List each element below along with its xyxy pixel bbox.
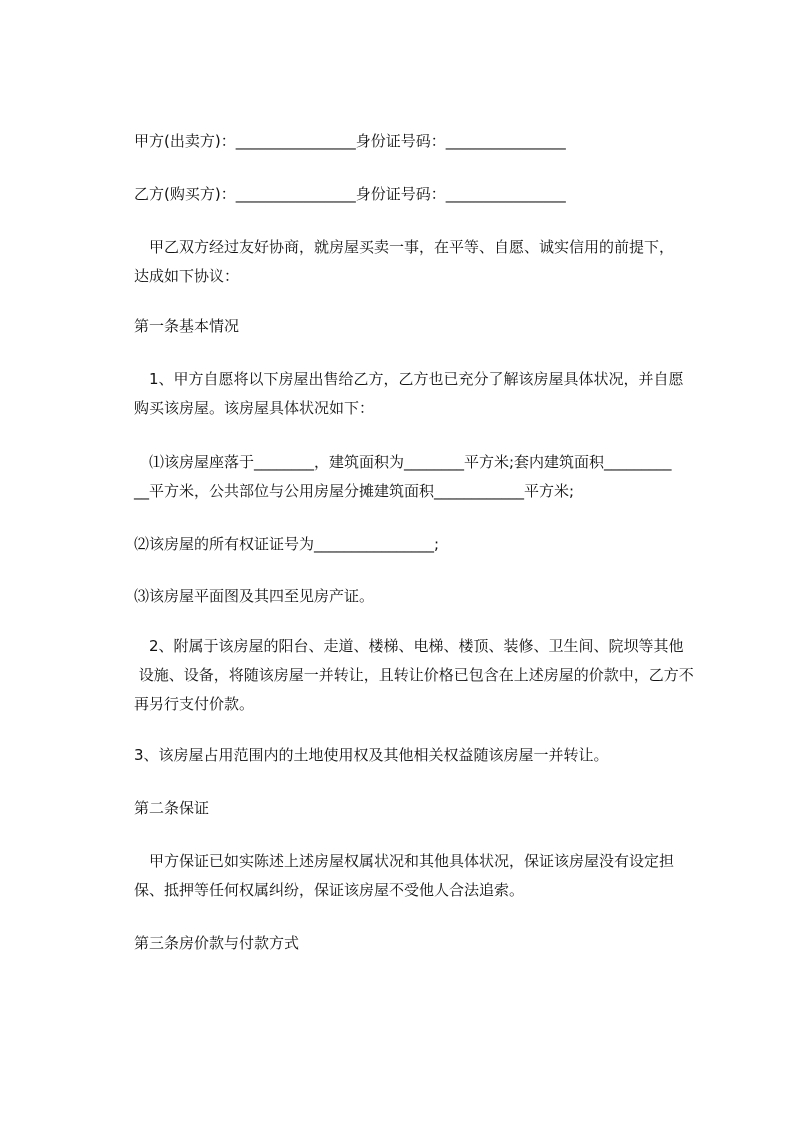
guarantee-line-2: 保、抵押等任何权属纠纷，保证该房屋不受他人合法追索。 (134, 881, 525, 899)
sub-item-1-line-1: ⑴该房屋座落于________，建筑面积为________平方米;套内建筑面积_________ (134, 453, 672, 471)
article-2-title: 第二条保证 (134, 799, 210, 817)
party-a-line: 甲方(出卖方)：________________身份证号码：________________ (134, 132, 566, 150)
intro-line-2: 达成如下协议： (134, 267, 240, 285)
article-1-title: 第一条基本情况 (134, 317, 240, 335)
item-2-line-1: 2、附属于该房屋的阳台、走道、楼梯、电梯、楼顶、装修、卫生间、院坝等其他 (134, 637, 684, 655)
intro-line-1: 甲乙双方经过友好协商，就房屋买卖一事，在平等、自愿、诚实信用的前提下， (134, 238, 675, 256)
item-3: 3、该房屋占用范围内的土地使用权及其他相关权益随该房屋一并转让。 (134, 746, 609, 764)
guarantee-line-1: 甲方保证已如实陈述上述房屋权属状况和其他具体状况，保证该房屋没有设定担 (134, 852, 675, 870)
sub-item-1-line-2: __平方米，公共部位与公用房屋分摊建筑面积____________平方米; (134, 482, 575, 500)
item-1-line-1: 1、甲方自愿将以下房屋出售给乙方，乙方也已充分了解该房屋具体状况，并自愿 (134, 370, 684, 388)
article-3-title: 第三条房价款与付款方式 (134, 934, 300, 952)
party-b-line: 乙方(购买方)：________________身份证号码：________________ (134, 185, 566, 203)
item-2-line-3: 再另行支付价款。 (134, 695, 255, 713)
item-1-line-2: 购买该房屋。该房屋具体状况如下： (134, 399, 375, 417)
sub-item-3: ⑶该房屋平面图及其四至见房产证。 (134, 587, 375, 605)
item-2-line-2: 设施、设备，将随该房屋一并转让，且转让价格已包含在上述房屋的价款中，乙方不 (134, 666, 694, 684)
sub-item-2: ⑵该房屋的所有权证证号为________________; (134, 535, 440, 553)
